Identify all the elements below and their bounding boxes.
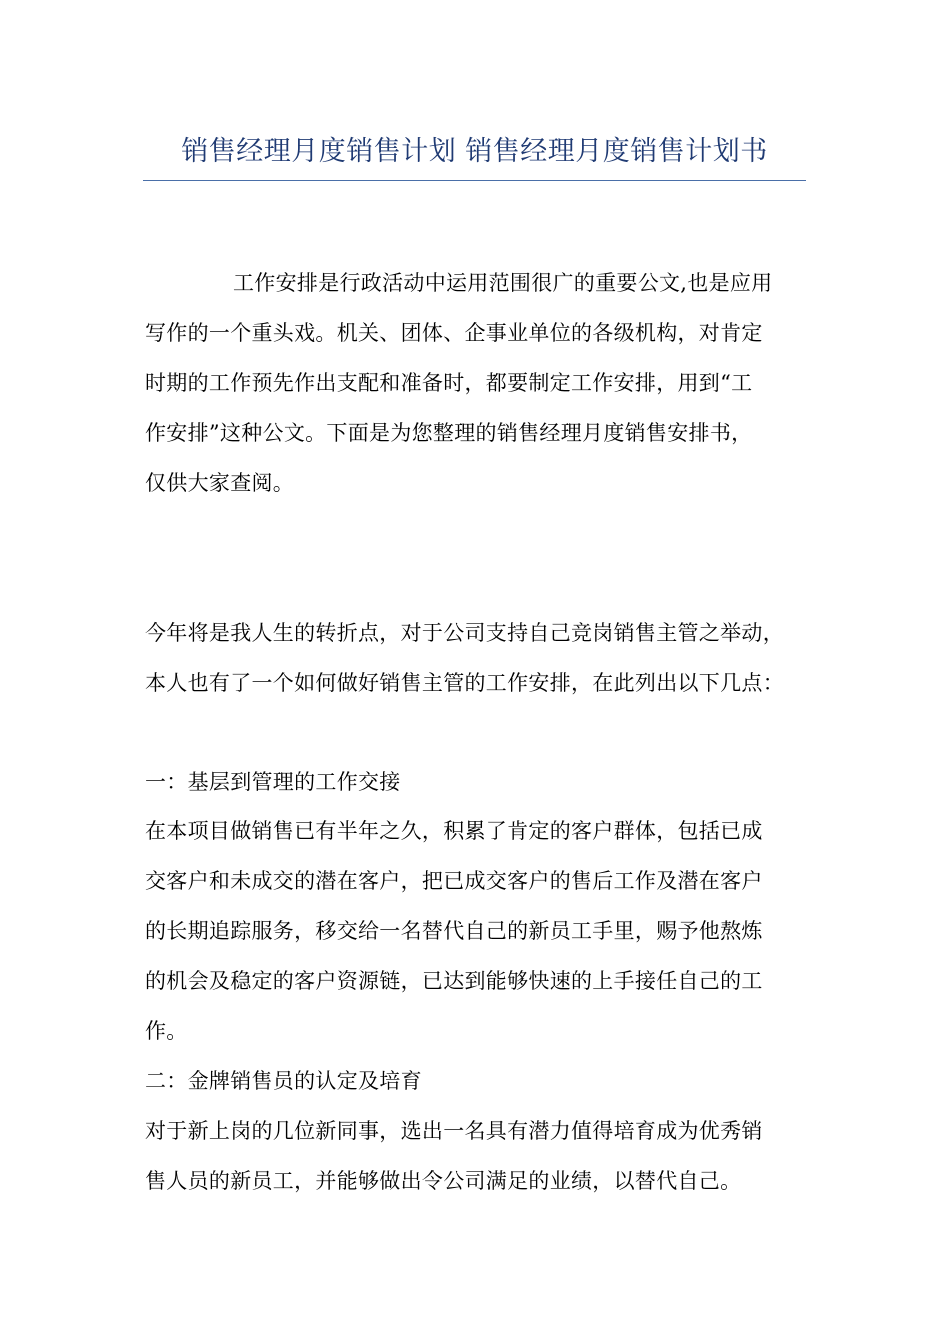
section-line: 售人员的新员工，并能够做出令公司满足的业绩，以替代自己。 (145, 1169, 742, 1193)
intro-line: 作安排”这种公文。下面是为您整理的销售经理月度销售安排书， (145, 421, 753, 445)
section-line: 交客户和未成交的潜在客户，把已成交客户的售后工作及潜在客户 (145, 869, 763, 893)
intro-line: 仅供大家查阅。 (145, 471, 295, 495)
section-heading: 二：金牌销售员的认定及培育 (145, 1069, 422, 1093)
section-heading: 一：基层到管理的工作交接 (145, 770, 401, 794)
section-line: 的长期追踪服务，移交给一名替代自己的新员工手里，赐予他熬炼 (145, 919, 763, 943)
section-line: 的机会及稳定的客户资源链，已达到能够快速的上手接任自己的工 (145, 969, 763, 993)
section-line: 在本项目做销售已有半年之久，积累了肯定的客户群体，包括已成 (145, 819, 763, 843)
intro-line: 时期的工作预先作出支配和准备时，都要制定工作安排，用到“工 (145, 371, 753, 395)
section-line: 作。 (145, 1019, 188, 1043)
document-title: 销售经理月度销售计划 销售经理月度销售计划书 (181, 136, 768, 167)
title-underline (143, 180, 806, 181)
intro-line: 工作安排是行政活动中运用范围很广的重要公文,也是应用 (233, 271, 773, 295)
section-line: 对于新上岗的几位新同事，选出一名具有潜力值得培育成为优秀销 (145, 1119, 763, 1143)
intro-line: 写作的一个重头戏。机关、团体、企事业单位的各级机构，对肯定 (145, 321, 763, 345)
opening-line: 今年将是我人生的转折点，对于公司支持自己竞岗销售主管之举动， (145, 621, 784, 645)
opening-line: 本人也有了一个如何做好销售主管的工作安排，在此列出以下几点： (145, 671, 784, 695)
